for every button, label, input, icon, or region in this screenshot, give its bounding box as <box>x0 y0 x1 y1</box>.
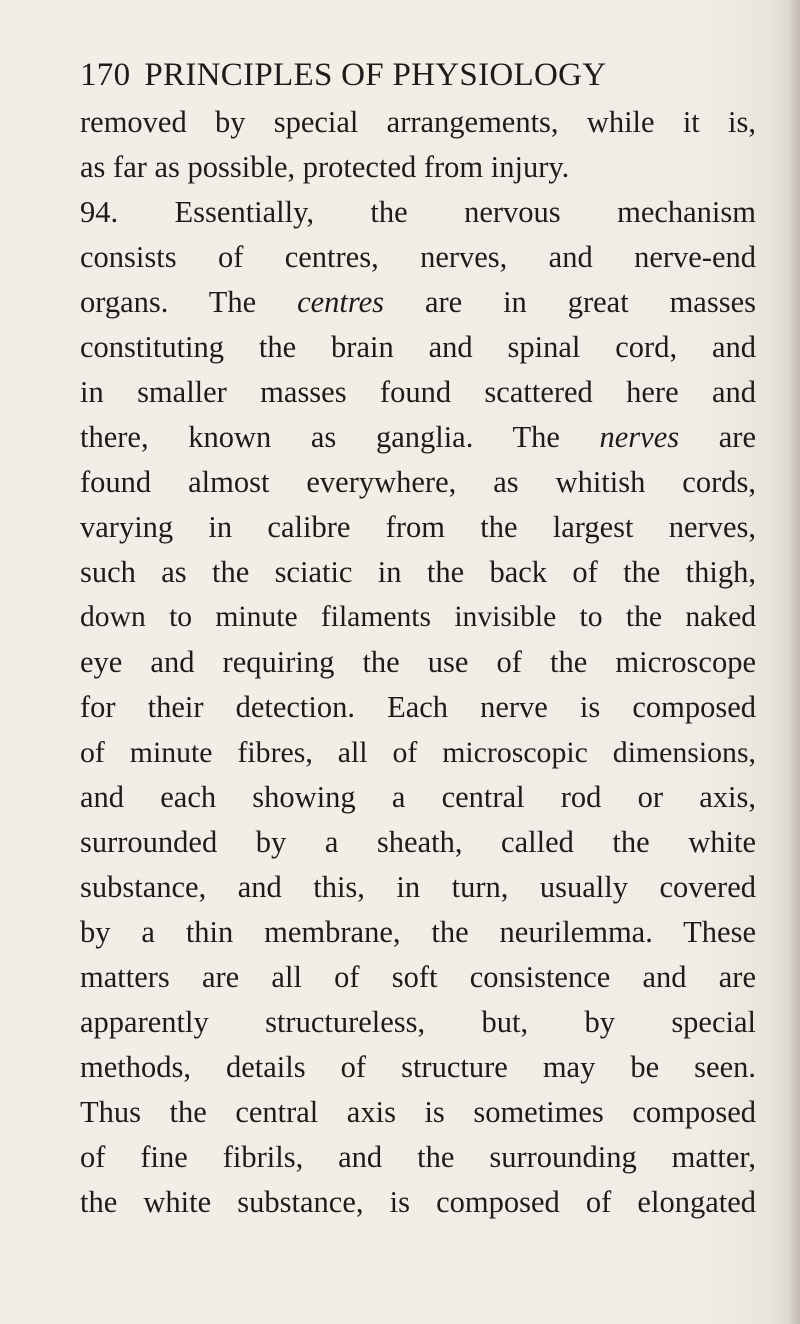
text-line-9: found almost everywhere, as whitish cords, <box>80 465 756 499</box>
text-fragment: there, known as ganglia. The <box>80 420 600 454</box>
text-line-8 <box>80 415 756 460</box>
page-number: 170 <box>80 57 131 93</box>
text-fragment: are <box>679 420 757 454</box>
text-line-1: removed by special arrangements, while it is, <box>80 105 756 139</box>
text-line-21: apparently structureless, but, by special <box>80 1005 756 1039</box>
text-line-2: as far as possible, protected from injury. <box>80 150 570 184</box>
text-line-23: Thus the central axis is sometimes composed <box>80 1095 756 1129</box>
page-edge-shadow <box>788 0 800 1324</box>
running-header <box>80 54 606 96</box>
text-line-22: methods, details of structure may be seen. <box>80 1050 756 1084</box>
italic-term-centres: centres <box>297 285 385 319</box>
text-line-5 <box>80 280 756 325</box>
text-line-4: consists of centres, nerves, and nerve-end <box>80 240 756 274</box>
text-line-7: in smaller masses found scattered here and <box>80 375 756 409</box>
text-line-11: such as the sciatic in the back of the thigh, <box>80 555 756 589</box>
text-line-10: varying in calibre from the largest nerves, <box>80 510 756 544</box>
italic-term-nerves: nerves <box>599 420 680 454</box>
text-line-14: for their detection. Each nerve is composed <box>80 690 756 724</box>
text-fragment: organs. The <box>80 285 298 319</box>
text-line-24: of fine fibrils, and the surrounding matter, <box>80 1140 756 1174</box>
text-line-16: and each showing a central rod or axis, <box>80 780 756 814</box>
body-text <box>80 100 756 1225</box>
text-line-13: eye and requiring the use of the microscope <box>80 645 756 679</box>
text-fragment: are in great masses <box>384 285 756 319</box>
text-line-18: substance, and this, in turn, usually covered <box>80 870 756 904</box>
text-line-20: matters are all of soft consistence and are <box>80 960 756 994</box>
text-line-6: constituting the brain and spinal cord, and <box>80 330 756 364</box>
text-line-19: by a thin membrane, the neurilemma. These <box>80 915 756 949</box>
text-line-12: down to minute filaments invisible to the naked <box>80 601 756 633</box>
text-line-17: surrounded by a sheath, called the white <box>80 825 756 859</box>
text-line-25: the white substance, is composed of elongated <box>80 1185 756 1219</box>
text-line-3: 94. Essentially, the nervous mechanism <box>80 195 756 229</box>
text-line-15: of minute fibres, all of microscopic dimensions, <box>80 736 756 769</box>
running-title: PRINCIPLES OF PHYSIOLOGY <box>144 57 607 93</box>
